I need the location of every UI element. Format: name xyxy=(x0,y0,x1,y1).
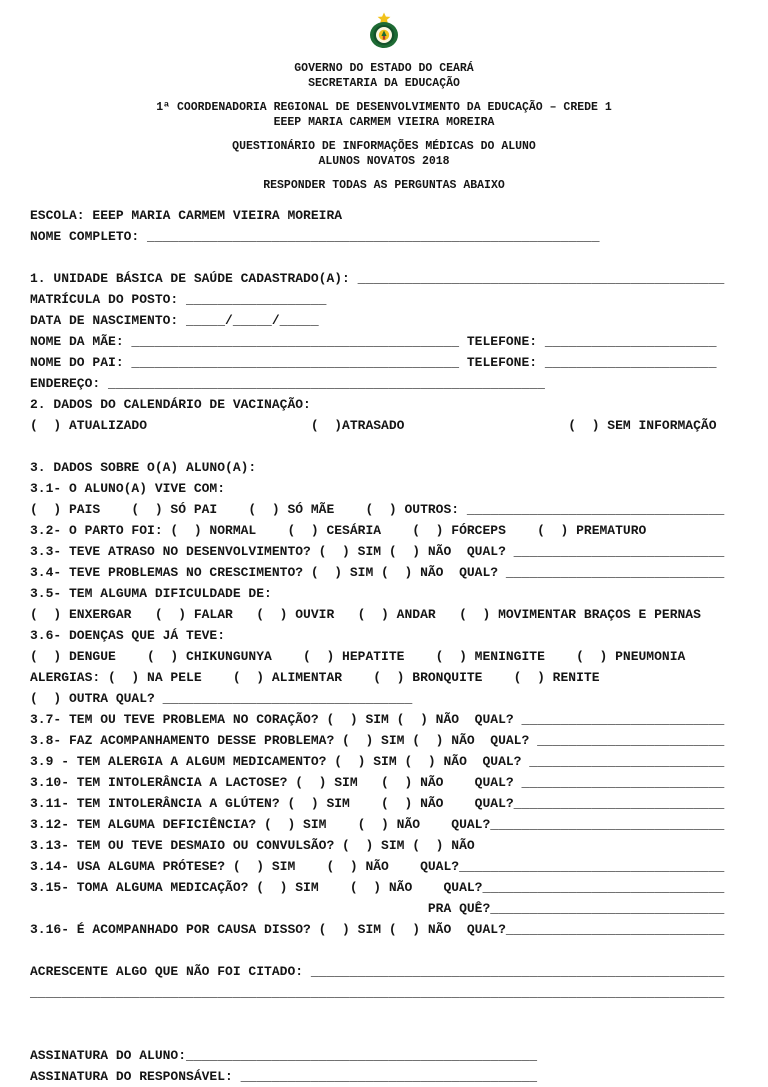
question-3-16: 3.16- É ACOMPANHADO POR CAUSA DISSO? ( ) SIM ( ) NÃO QUAL?____________________________ xyxy=(30,922,725,937)
line-acrescente: ACRESCENTE ALGO QUE NÃO FOI CITADO: _____________________________________________________ xyxy=(30,964,725,979)
question-3-3: 3.3- TEVE ATRASO NO DESENVOLVIMENTO? ( ) SIM ( ) NÃO QUAL? ___________________________ xyxy=(30,544,725,559)
document-subtitle: ALUNOS NOVATOS 2018 xyxy=(318,155,450,168)
line-assinatura-responsavel: ASSINATURA DO RESPONSÁVEL: ______________________________________ xyxy=(30,1069,538,1084)
document-header-logo xyxy=(30,12,738,55)
header-secretariat-line: SECRETARIA DA EDUCAÇÃO xyxy=(308,77,460,90)
line-nome-completo: NOME COMPLETO: __________________________________________________________ xyxy=(30,229,600,244)
line-acrescente-continuation: _________________________________________________________________________________________ xyxy=(30,985,725,1000)
line-pra-que: PRA QUÊ?______________________________ xyxy=(30,901,725,916)
question-3-14: 3.14- USA ALGUMA PRÓTESE? ( ) SIM ( ) NÃO QUAL?__________________________________ xyxy=(30,859,725,874)
line-alergias: ALERGIAS: ( ) NA PELE ( ) ALIMENTAR ( ) BRONQUITE ( ) RENITE xyxy=(30,670,600,685)
line-assinatura-aluno: ASSINATURA DO ALUNO:_____________________________________________ xyxy=(30,1048,538,1063)
line-vacinacao-options: ( ) ATUALIZADO ( )ATRASADO ( ) SEM INFORMAÇÃO xyxy=(30,418,717,433)
line-endereco: ENDEREÇO: ________________________________________________________ xyxy=(30,376,545,391)
question-3-5: 3.5- TEM ALGUMA DIFICULDADE DE: xyxy=(30,586,272,601)
line-matricula-posto: MATRÍCULA DO POSTO: __________________ xyxy=(30,292,327,307)
spacer-line xyxy=(30,1024,738,1045)
line-escola: ESCOLA: EEEP MARIA CARMEM VIEIRA MOREIRA xyxy=(30,208,343,223)
line-data-nascimento: DATA DE NASCIMENTO: _____/_____/_____ xyxy=(30,313,319,328)
header-gap xyxy=(30,169,738,178)
question-3-1: 3.1- O ALUNO(A) VIVE COM: xyxy=(30,481,226,496)
question-3-12: 3.12- TEM ALGUMA DEFICIÊNCIA? ( ) SIM ( ) NÃO QUAL?______________________________ xyxy=(30,817,725,832)
question-3-11: 3.11- TEM INTOLERÂNCIA A GLÚTEN? ( ) SIM ( ) NÃO QUAL?___________________________ xyxy=(30,796,725,811)
ceara-coat-of-arms-icon xyxy=(361,12,407,50)
question-3-8: 3.8- FAZ ACOMPANHAMENTO DESSE PROBLEMA? ( ) SIM ( ) NÃO QUAL? ________________________ xyxy=(30,733,725,748)
question-3-13: 3.13- TEM OU TEVE DESMAIO OU CONVULSÃO? ( ) SIM ( ) NÃO xyxy=(30,838,475,853)
header-school-line: EEEP MARIA CARMEM VIEIRA MOREIRA xyxy=(273,116,495,129)
spacer-line xyxy=(30,436,738,457)
form-body xyxy=(30,205,738,1087)
header-gap xyxy=(30,130,738,139)
question-3-7: 3.7- TEM OU TEVE PROBLEMA NO CORAÇÃO? ( ) SIM ( ) NÃO QUAL? __________________________ xyxy=(30,712,725,727)
line-nome-pai: NOME DO PAI: __________________________________________ TELEFONE: ______________________ xyxy=(30,355,717,370)
question-3-15: 3.15- TOMA ALGUMA MEDICAÇÃO? ( ) SIM ( ) NÃO QUAL?_______________________________ xyxy=(30,880,725,895)
question-3-2: 3.2- O PARTO FOI: ( ) NORMAL ( ) CESÁRIA ( ) FÓRCEPS ( ) PREMATURO xyxy=(30,523,647,538)
header-gap xyxy=(30,91,738,100)
question-3-5-options: ( ) ENXERGAR ( ) FALAR ( ) OUVIR ( ) ANDAR ( ) MOVIMENTAR BRAÇOS E PERNAS xyxy=(30,607,701,622)
spacer-line xyxy=(30,940,738,961)
header-government-line: GOVERNO DO ESTADO DO CEARÁ xyxy=(294,62,474,75)
question-3-10: 3.10- TEM INTOLERÂNCIA A LACTOSE? ( ) SIM ( ) NÃO QUAL? __________________________ xyxy=(30,775,725,790)
document-title: QUESTIONÁRIO DE INFORMAÇÕES MÉDICAS DO ALUNO xyxy=(232,140,536,153)
question-3-4: 3.4- TEVE PROBLEMAS NO CRESCIMENTO? ( ) SIM ( ) NÃO QUAL? ____________________________ xyxy=(30,565,725,580)
question-3-6-options: ( ) DENGUE ( ) CHIKUNGUNYA ( ) HEPATITE ( ) MENINGITE ( ) PNEUMONIA xyxy=(30,649,686,664)
question-3-1-options: ( ) PAIS ( ) SÓ PAI ( ) SÓ MÃE ( ) OUTROS: _________________________________ xyxy=(30,502,725,517)
section-2-title: 2. DADOS DO CALENDÁRIO DE VACINAÇÃO: xyxy=(30,397,311,412)
section-3-title: 3. DADOS SOBRE O(A) ALUNO(A): xyxy=(30,460,257,475)
question-3-9: 3.9 - TEM ALERGIA A ALGUM MEDICAMENTO? ( ) SIM ( ) NÃO QUAL? _________________________ xyxy=(30,754,725,769)
header-instruction-line: RESPONDER TODAS AS PERGUNTAS ABAIXO xyxy=(263,179,505,192)
spacer-line xyxy=(30,247,738,268)
line-unidade-saude: 1. UNIDADE BÁSICA DE SAÚDE CADASTRADO(A): _______________________________________________ xyxy=(30,271,725,286)
spacer-line xyxy=(30,1003,738,1024)
question-3-6: 3.6- DOENÇAS QUE JÁ TEVE: xyxy=(30,628,226,643)
line-nome-mae: NOME DA MÃE: __________________________________________ TELEFONE: ______________________ xyxy=(30,334,717,349)
line-outra-qual: ( ) OUTRA QUAL? ________________________________ xyxy=(30,691,413,706)
header-crede-line: 1ª COORDENADORIA REGIONAL DE DESENVOLVIMENTO DA EDUCAÇÃO – CREDE 1 xyxy=(156,101,612,114)
